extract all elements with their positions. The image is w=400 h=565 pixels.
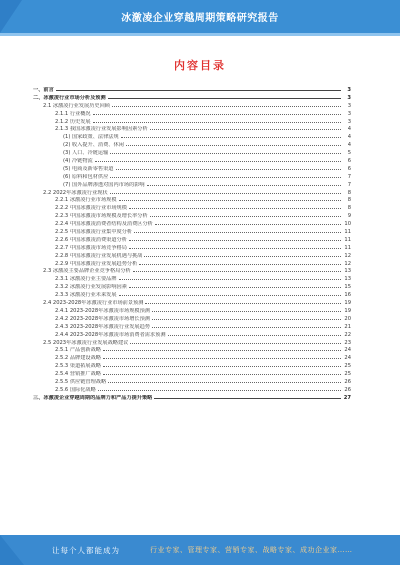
toc-entry-label: (2) 收入提升、消费、休闲 — [63, 142, 124, 149]
toc-entry[interactable] — [33, 132, 351, 140]
toc-leader-dots — [103, 369, 341, 375]
toc-leader-dots — [110, 172, 341, 178]
toc-entry-label: 2.4.1 2023-2028年冰激凌市场规模预测 — [55, 307, 150, 314]
toc-entry-label: 2.1.1 行业概况 — [55, 110, 91, 117]
toc-entry-page-number: 7 — [347, 173, 351, 180]
toc-entry[interactable] — [33, 235, 351, 243]
toc-entry-page-number: 4 — [347, 134, 351, 141]
toc-entry[interactable] — [33, 274, 351, 282]
toc-entry[interactable] — [33, 385, 351, 393]
toc-leader-dots — [139, 259, 341, 265]
toc-entry-page-number: 9 — [347, 213, 351, 220]
toc-leader-dots — [154, 393, 341, 399]
toc-entry-label: 2.5.5 供应链管理战略 — [55, 378, 107, 385]
toc-entry-label: 2.5.1 产品创新战略 — [55, 347, 101, 354]
toc-leader-dots — [152, 306, 341, 312]
toc-entry-page-number: 7 — [347, 181, 351, 188]
toc-entry[interactable] — [33, 85, 351, 93]
toc-entry[interactable] — [33, 172, 351, 180]
toc-leader-dots — [155, 219, 341, 225]
toc-leader-dots — [145, 298, 341, 304]
toc-entry-page-number: 13 — [344, 268, 351, 275]
toc-entry[interactable] — [33, 369, 351, 377]
toc-entry-label: 2.1.2 历史发展 — [55, 118, 91, 125]
toc-leader-dots — [95, 156, 341, 162]
toc-leader-dots — [116, 164, 342, 170]
toc-entry[interactable] — [33, 203, 351, 211]
toc-leader-dots — [119, 290, 341, 296]
toc-entry-page-number: 15 — [344, 284, 351, 291]
toc-entry-label: 2.5 2023年冰激凌行业发展战略建议 — [43, 339, 129, 346]
footer-slogan: 让每个人都能成为 — [52, 546, 120, 555]
toc-entry-page-number: 12 — [344, 260, 351, 267]
footer-decoration — [0, 535, 24, 565]
toc-entry[interactable] — [33, 306, 351, 314]
footer-expert-list: 行业专家、管理专家、营销专家、战略专家、成功企业家…… — [150, 546, 353, 554]
toc-entry[interactable] — [33, 140, 351, 148]
toc-entry[interactable] — [33, 322, 351, 330]
toc-entry-label: (1) 国家政策、法律法规 — [63, 134, 119, 141]
toc-entry-page-number: 24 — [344, 347, 351, 354]
toc-entry-label: (7) 国外品牌渗透对国内市场的影响 — [63, 181, 145, 188]
toc-entry[interactable] — [33, 117, 351, 125]
toc-leader-dots — [134, 227, 341, 233]
toc-entry[interactable] — [33, 353, 351, 361]
toc-entry-label: 2.4.2 2023-2028年冰激凌市场增长预测 — [55, 315, 150, 322]
toc-leader-dots — [129, 203, 341, 209]
toc-entry-label: 2.3.1 冰激凌行业主要品牌 — [55, 276, 117, 283]
toc-leader-dots — [152, 314, 341, 320]
toc-entry[interactable] — [33, 282, 351, 290]
toc-entry[interactable] — [33, 180, 351, 188]
toc-leader-dots — [98, 385, 341, 391]
toc-leader-dots — [150, 211, 341, 217]
toc-leader-dots — [130, 338, 341, 344]
toc-entry-page-number: 21 — [344, 323, 351, 330]
toc-entry-page-number: 12 — [344, 252, 351, 259]
toc-entry-page-number: 3 — [347, 118, 351, 125]
header-stripe — [0, 33, 400, 36]
toc-entry[interactable] — [33, 393, 351, 401]
toc-entry[interactable] — [33, 345, 351, 353]
toc-entry-label: 2.5.6 国际化战略 — [55, 386, 96, 393]
toc-entry-label: 2.2.5 中国冰激凌行业集中度分析 — [55, 229, 133, 236]
toc-entry[interactable] — [33, 259, 351, 267]
toc-entry-label: 2.2.1 冰激凌行业市场规模 — [55, 197, 117, 204]
toc-leader-dots — [168, 330, 341, 336]
toc-entry-label: (6) 原料和包材供应 — [63, 173, 109, 180]
toc-entry-page-number: 25 — [344, 371, 351, 378]
toc-entry-label: 2.4.3 2023-2028年冰激凌行业发展趋势 — [55, 323, 150, 330]
toc-entry-page-number: 8 — [347, 189, 351, 196]
table-of-contents — [33, 85, 351, 401]
toc-entry[interactable] — [33, 227, 351, 235]
toc-entry-label: 2.5.4 营销推广战略 — [55, 371, 101, 378]
toc-leader-dots — [56, 85, 341, 91]
toc-entry[interactable] — [33, 124, 351, 132]
toc-entry-page-number: 24 — [344, 355, 351, 362]
report-header — [0, 0, 400, 33]
toc-leader-dots — [110, 188, 341, 194]
toc-entry-label: 2.1 冰激凌行业发展历史回顾 — [43, 102, 110, 109]
toc-entry-label: 2.2.3 中国冰激凌市场规模及增长率分析 — [55, 213, 148, 220]
toc-leader-dots — [119, 195, 341, 201]
toc-leader-dots — [129, 243, 341, 249]
toc-entry-page-number: 26 — [344, 386, 351, 393]
toc-entry-label: 一、前言 — [33, 87, 54, 93]
toc-entry[interactable] — [33, 109, 351, 117]
toc-entry-label: 2.5.2 品牌建设战略 — [55, 355, 101, 362]
toc-entry[interactable] — [33, 93, 351, 101]
toc-entry-page-number: 22 — [344, 331, 351, 338]
toc-entry[interactable] — [33, 290, 351, 298]
toc-entry[interactable] — [33, 243, 351, 251]
toc-heading: 内容目录 — [174, 59, 226, 72]
toc-leader-dots — [110, 148, 341, 154]
toc-entry-label: (3) 人口、冷链运输 — [63, 150, 109, 157]
toc-entry-label: (4) 冷链物流 — [63, 158, 93, 165]
toc-entry[interactable] — [33, 338, 351, 346]
toc-entry-page-number: 11 — [344, 236, 351, 243]
toc-entry-label: 二、冰激凌行业市场分析及预测 — [33, 94, 106, 101]
toc-entry-page-number: 11 — [344, 244, 351, 251]
toc-entry-page-number: 4 — [347, 126, 351, 133]
toc-entry-page-number: 20 — [344, 315, 351, 322]
toc-entry-page-number: 10 — [344, 221, 351, 228]
toc-entry-label: 2.2.2 中国冰激凌行业市场规模 — [55, 205, 127, 212]
toc-leader-dots — [119, 274, 341, 280]
toc-leader-dots — [103, 353, 341, 359]
toc-entry[interactable] — [33, 377, 351, 385]
toc-entry[interactable] — [33, 195, 351, 203]
toc-entry-label: 2.2.8 中国冰激凌行业发展机遇与挑战 — [55, 252, 143, 259]
toc-entry-page-number: 26 — [344, 378, 351, 385]
toc-entry-label: 2.5.3 渠道拓展战略 — [55, 363, 101, 370]
toc-leader-dots — [108, 377, 341, 383]
toc-entry[interactable] — [33, 164, 351, 172]
page-footer — [0, 535, 400, 565]
toc-entry-label: 2.2.6 中国冰激凌消费渠道分析 — [55, 236, 127, 243]
toc-entry-page-number: 25 — [344, 363, 351, 370]
toc-entry-label: 三、冰激凌企业穿越周期的品牌力和产品力提升策略 — [33, 394, 153, 401]
toc-entry-page-number: 8 — [347, 205, 351, 212]
toc-entry-page-number: 23 — [344, 339, 351, 346]
toc-entry-page-number: 16 — [344, 292, 351, 299]
toc-entry-page-number: 6 — [347, 158, 351, 165]
toc-entry[interactable] — [33, 266, 351, 274]
toc-entry-page-number: 19 — [344, 300, 351, 307]
report-title: 冰激凌企业穿越周期策略研究报告 — [121, 13, 279, 24]
toc-leader-dots — [147, 180, 341, 186]
toc-entry-page-number: 19 — [344, 307, 351, 314]
toc-entry-label: 2.2 2022年冰激凌行业现状 — [43, 189, 108, 196]
toc-entry-label: 2.2.7 中国冰激凌市场竞争格局 — [55, 244, 127, 251]
toc-entry-label: 2.1.3 我国冰激凌行业发展影响因素分析 — [55, 126, 148, 133]
toc-leader-dots — [93, 117, 341, 123]
toc-entry[interactable] — [33, 361, 351, 369]
toc-leader-dots — [144, 251, 341, 257]
toc-entry-page-number: 3 — [347, 102, 351, 109]
toc-leader-dots — [150, 124, 341, 130]
toc-entry-page-number: 6 — [347, 165, 351, 172]
toc-leader-dots — [129, 282, 341, 288]
toc-entry-label: 2.2.9 中国冰激凌行业发展趋势分析 — [55, 260, 138, 267]
toc-entry[interactable] — [33, 314, 351, 322]
toc-leader-dots — [108, 93, 341, 99]
toc-entry[interactable] — [33, 219, 351, 227]
toc-leader-dots — [121, 132, 341, 138]
toc-entry-label: 2.4 2023-2028年冰激凌行业市场前景预测 — [43, 300, 144, 307]
toc-leader-dots — [129, 235, 341, 241]
toc-entry[interactable] — [33, 211, 351, 219]
toc-entry[interactable] — [33, 188, 351, 196]
toc-leader-dots — [152, 322, 341, 328]
toc-entry[interactable] — [33, 148, 351, 156]
toc-entry[interactable] — [33, 156, 351, 164]
toc-entry-page-number: 8 — [347, 197, 351, 204]
toc-entry-label: 2.3 冰激凌主要品牌企业竞争格局分析 — [43, 268, 131, 275]
toc-entry-page-number: 27 — [343, 394, 351, 401]
toc-leader-dots — [126, 140, 341, 146]
toc-entry-page-number: 3 — [347, 110, 351, 117]
toc-entry-page-number: 3 — [347, 94, 351, 101]
toc-entry[interactable] — [33, 298, 351, 306]
toc-entry-page-number: 11 — [344, 229, 351, 236]
toc-leader-dots — [133, 266, 341, 272]
toc-entry-label: 2.3.2 冰激凌行业发展影响因素 — [55, 284, 127, 291]
toc-entry-label: (5) 电商及新零售渠道 — [63, 165, 114, 172]
toc-leader-dots — [112, 101, 341, 107]
toc-entry-label: 2.3.3 冰激凌行业未来发展 — [55, 292, 117, 299]
toc-leader-dots — [93, 109, 341, 115]
toc-entry[interactable] — [33, 101, 351, 109]
toc-leader-dots — [103, 345, 341, 351]
toc-entry[interactable] — [33, 330, 351, 338]
toc-entry-page-number: 4 — [347, 142, 351, 149]
toc-entry-page-number: 13 — [344, 276, 351, 283]
toc-entry-page-number: 3 — [347, 87, 351, 93]
toc-leader-dots — [103, 361, 341, 367]
toc-entry-label: 2.2.4 中国冰激凌消费者结构及消费区分析 — [55, 221, 153, 228]
toc-entry[interactable] — [33, 251, 351, 259]
toc-entry-page-number: 5 — [347, 150, 351, 157]
toc-entry-label: 2.4.4 2023-2028年冰激凌市场消费者需求预测 — [55, 331, 166, 338]
